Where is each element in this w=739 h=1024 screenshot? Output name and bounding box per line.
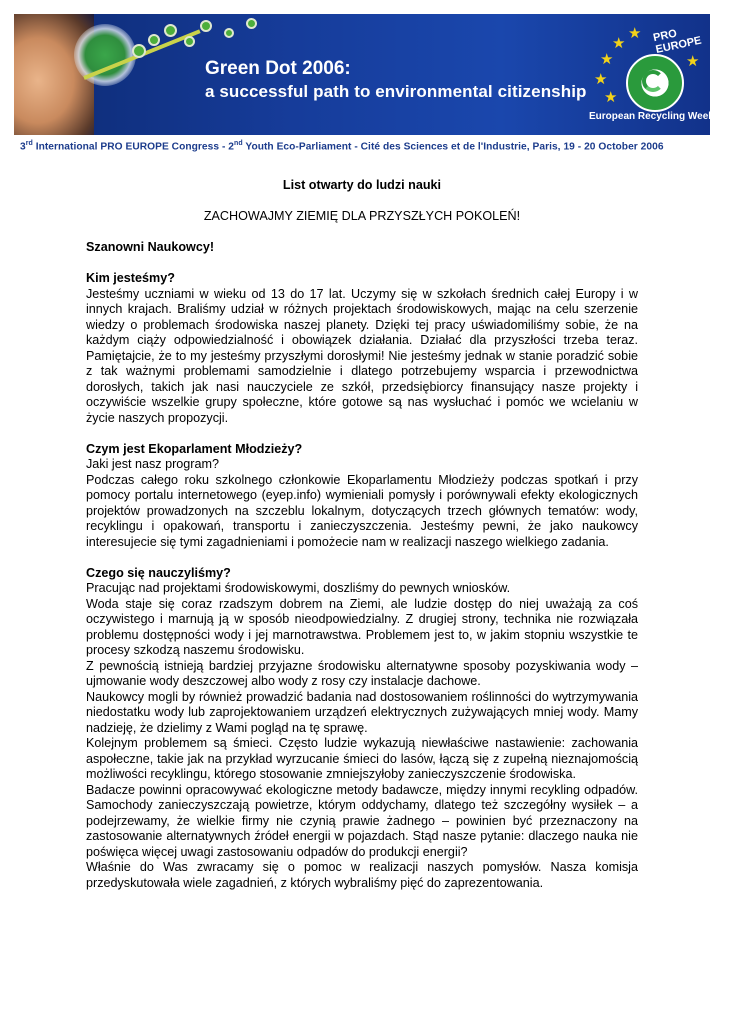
paragraph: Właśnie do Was zwracamy się o pomoc w realizacji naszych pomysłów. Nasza komisja przedyskutowała wiele zagadnień, z których wybraliśmy pięć do zaprezentowania. <box>86 860 638 890</box>
star-icon: ★ <box>686 53 700 70</box>
paragraph: Z pewnością istnieją bardziej przyjazne środowisku alternatywne sposoby pozyskiwania wody – ujmowanie wody deszczowej albo wody z rosy czy instalacje dachowe. <box>86 658 638 688</box>
seed-icon <box>132 44 146 58</box>
star-icon: ★ <box>594 71 608 88</box>
paragraph: Badacze powinni opracowywać ekologiczne metody badawcze, między innymi recykling odpadów. Samochody zanieczyszczają powietrze, którym oddychamy, dlatego też szczegółny wysiłek – a podejrzewamy, że wielkie firmy nie czynią prawie żadnego – powinien być przeznaczony na zastosowanie alternatywnych źródeł energii w pojazdach. Stąd nasze pytanie: dlaczego nauka nie poświęca więcej uwagi zastosowaniu odpadów do produkcji energii? <box>86 782 638 859</box>
seed-icon <box>246 18 257 29</box>
congress-number: 3 <box>20 141 26 153</box>
paragraph: Kolejnym problemem są śmieci. Często ludzie wykazują niewłaściwe nastawienie: zachowania aspołeczne, takie jak na przykład wyrzucanie śmieci do lasów, łączą się z zupełną nieznajomością możliwości recyklingu, którego stosowanie zmniejszyłoby zanieczyszczenie środowiska. <box>86 736 638 781</box>
seed-icon <box>148 34 160 46</box>
paragraph: Podczas całego roku szkolnego członkowie Ekoparlamentu Młodzieży podczas spotkań i przy pomocy portalu internetowego (eyep.info) wymieniali pomysły i porównywali efekty ekologicznych projektów prowadzonych na szczeblu lokalnym, dotyczących trzech głównych tematów: wody, recyklingu i opakowań, transportu i zanieczyszczenia. Jesteśmy pewni, że jako naukowcy interesujecie się tymi zagadnieniami i pomożecie nam w realizacji naszego wielkiego zadania. <box>86 472 638 549</box>
star-icon: ★ <box>628 25 642 42</box>
letter-title: List otwarty do ludzi nauki <box>282 178 442 192</box>
congress-text-2: Youth Eco-Parliament - Cité des Sciences et de l'Industrie, Paris, 19 - 20 October 2006 <box>242 141 664 153</box>
letter-greeting: Szanowni Naukowcy! <box>86 240 215 254</box>
section-intro: Pracując nad projektami środowiskowymi, doszliśmy do pewnych wniosków. <box>86 581 511 595</box>
event-name: European Recycling Week 2006 <box>589 111 739 122</box>
pro-europe-brand: PRO EUROPE <box>652 27 703 56</box>
banner-title-line2: a successful path to environmental citizenship <box>205 82 587 101</box>
banner-title-line1: Green Dot 2006: <box>205 58 351 79</box>
seed-icon <box>224 28 234 38</box>
seed-icon <box>200 20 212 32</box>
congress-text-1: International PRO EUROPE Congress - 2 <box>32 141 234 153</box>
paragraph: Naukowcy mogli by również prowadzić badania nad dostosowaniem roślinności do wytrzymywania niedostatku wody lub zaprojektowaniem urządzeń elektrycznych zużywających mniej wody. Mamy nadzieję, że dzielimy z Wami pogląd na tę sprawę. <box>86 689 638 735</box>
congress-info-line <box>20 140 710 152</box>
section-subline: Jaki jest nasz program? <box>86 457 219 471</box>
section-heading-what-we-learned: Czego się nauczyliśmy? <box>86 565 231 580</box>
letter-body <box>86 178 638 891</box>
seed-icon <box>184 36 195 47</box>
header-banner <box>14 14 739 135</box>
seed-icon <box>164 24 177 37</box>
star-icon: ★ <box>600 51 614 68</box>
section-heading-who-we-are: Kim jesteśmy? <box>86 271 175 285</box>
congress-ordinal-1: rd <box>25 140 33 147</box>
congress-ordinal-2: nd <box>234 140 243 147</box>
recycle-arrow-icon <box>642 70 664 92</box>
paragraph: Jesteśmy uczniami w wieku od 13 do 17 lat. Uczymy się w szkołach średnich całej Europy i w innych krajach. Braliśmy udział w różnych projektach środowiskowych, mając na celu szerzenie wiedzy o problemach środowiska naszej planety. Dzięki tej pracy uświadomiliśmy sobie, że na każdym ciąży odpowiedzialność i obowiązek działania. Działać dla przyszłości trzeba teraz. Pamiętajcie, że to my jesteśmy przyszłymi dorosłymi! Nie jesteśmy jednak w stanie poradzić sobie z tak ważnymi problemami samodzielnie i dlatego potrzebujemy wsparcia i przewodnictwa dorosłych, takich jak nasi nauczyciele ze szkół, przedsiębiorcy finansujący nasze projekty i oczywiście wszelkie grupy społeczne, które gotowe są nas wysłuchać i pomóc we wcielaniu w życie naszych propozycji. <box>86 286 638 425</box>
star-icon: ★ <box>612 35 626 52</box>
paragraph: Woda staje się coraz rzadszym dobrem na Ziemi, ale ludzie dostęp do niej uważają za coś oczywistego i marnują ją w sposób nieodpowiedzialny. Z drugiej strony, technika nie rozwiązała problemu dostępności wody i jej marnotrawstwa. Problemem jest to, w jakim stopniu wszystkie te procesy szkodzą naszemu środowisku. <box>86 596 638 657</box>
star-icon: ★ <box>604 89 618 106</box>
letter-subtitle: ZACHOWAJMY ZIEMIĘ DLA PRZYSZŁYCH POKOLEŃ! <box>203 209 521 223</box>
section-heading-youth-eco-parliament: Czym jest Ekoparlament Młodzieży? <box>86 441 303 456</box>
